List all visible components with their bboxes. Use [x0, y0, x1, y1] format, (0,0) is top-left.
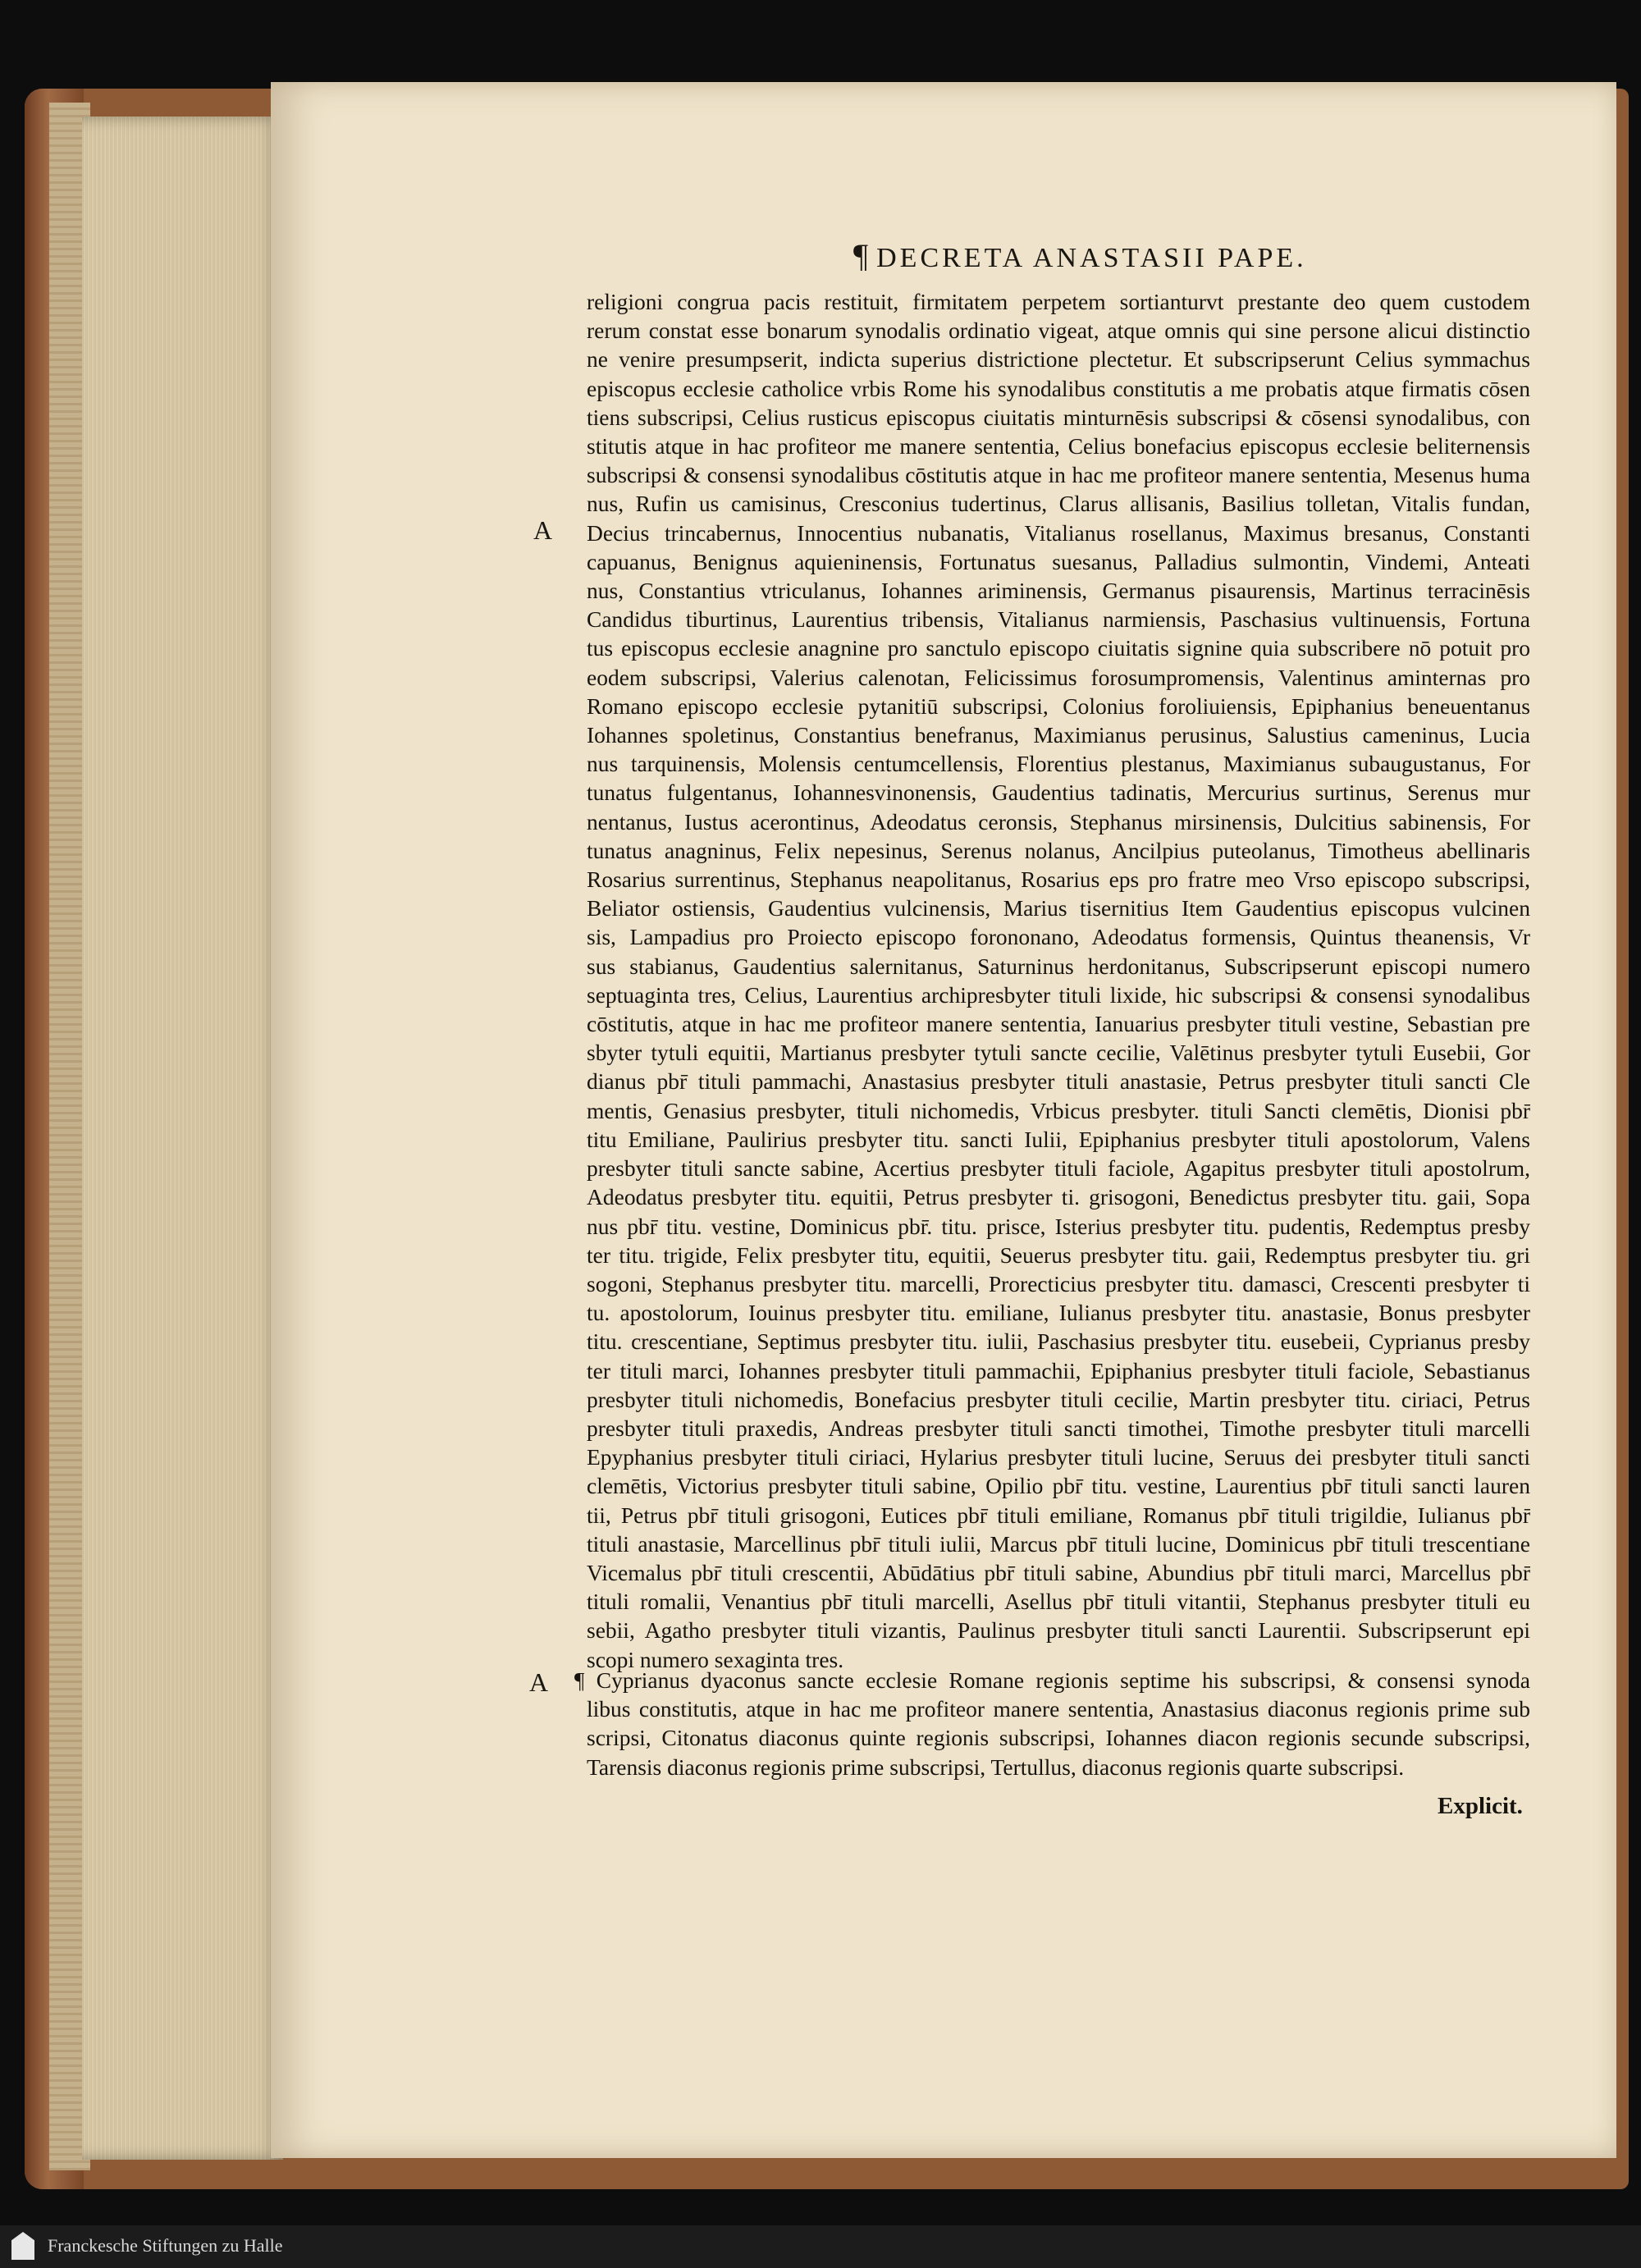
header-title: DECRETA ANASTASII PAPE. — [876, 243, 1307, 273]
text-line: rerum constat esse bonarum synodalis ordinatio vigeat, atque omnis qui sine persone alicui distinctio — [587, 318, 1530, 344]
text-line: nus, Constantius vtriculanus, Iohannes ariminensis, Germanus pisaurensis, Martinus terracinēsis — [587, 578, 1530, 604]
text-line: Epyphanius presbyter tituli ciriaci, Hylarius presbyter tituli lucine, Seruus dei presbyter tituli sancti — [587, 1444, 1530, 1470]
text-line: eodem subscripsi, Valerius calenotan, Felicissimus forosumpromensis, Valentinus aminternas pro — [587, 664, 1530, 690]
text-line: religioni congrua pacis restituit, firmitatem perpetem sortianturvt prestante deo quem custodem — [587, 289, 1530, 314]
text-line: scripsi, Citonatus diaconus quinte regionis subscripsi, Iohannes diacon regionis secunde subscripsi, — [587, 1725, 1530, 1751]
text-line: Beliator ostiensis, Gaudentius vulcinensis, Marius tisernitius Item Gaudentius episcopus vulcinen — [587, 895, 1530, 921]
text-line: nus tarquinensis, Molensis centumcellensis, Florentius plestanus, Maximianus subaugustanus, For — [587, 751, 1530, 777]
text-line: nus pbr̄ titu. vestine, Dominicus pbr̄. titu. prisce, Isterius presbyter titu. pudentis, Redemptus presby — [587, 1213, 1530, 1239]
text-line: mentis, Genasius presbyter, tituli nichomedis, Vrbicus presbyter. tituli Sancti clemētis, Dionisi pbr̄ — [587, 1097, 1530, 1123]
footer-institution: Franckesche Stiftungen zu Halle — [48, 2235, 283, 2256]
text-line: ter titu. trigide, Felix presbyter titu, equitii, Seuerus presbyter titu. gaii, Redemptus presbyter tiu. gri — [587, 1241, 1530, 1268]
text-line: sogoni, Stephanus presbyter titu. marcelli, Prorecticius presbyter titu. damasci, Crescenti presbyter ti — [587, 1270, 1530, 1296]
text-line: tu. apostolorum, Iouinus presbyter titu. emiliane, Iulianus presbyter titu. anastasie, Bonus presbyter — [587, 1300, 1530, 1326]
text-line: tiens subscripsi, Celius rusticus episcopus ciuitatis minturnēsis subscripsi & cōsensi synodalibus, con — [587, 404, 1530, 430]
text-line: sebii, Agatho presbyter tituli vizantis, Paulinus presbyter tituli sancti Laurentii. Subscripserunt epi — [587, 1617, 1530, 1644]
page-stack — [82, 117, 283, 2160]
text-line: cōstitutis, atque in hac me profiteor manere sententia, Ianuarius presbyter tituli vestine, Sebastian pre — [587, 1011, 1530, 1037]
text-line: sbyter tytuli equitii, Martianus presbyter tytuli sancte cecilie, Valētinus presbyter tytuli Eusebii, Gor — [587, 1040, 1530, 1066]
text-line: presbyter tituli praxedis, Andreas presbyter tituli sancti timothei, Timothe presbyter tituli marcelli — [587, 1415, 1530, 1441]
running-header — [853, 236, 1307, 275]
text-line: septuaginta tres, Celius, Laurentius archipresbyter tituli lixide, hic subscripsi & consensi synodalibus — [587, 981, 1530, 1008]
text-line: tituli romalii, Venantius pbr̄ tituli marcelli, Asellus pbr̄ tituli vitantii, Stephanus presbyter tituli eu — [587, 1589, 1530, 1615]
text-line: tunatus fulgentanus, Iohannesvinonensis, Gaudentius tadinatis, Mercurius surtinus, Serenus mur — [587, 780, 1530, 806]
text-line: ter tituli marci, Iohannes presbyter tituli pammachii, Epiphanius presbyter tituli faciole, Sebastianus — [587, 1357, 1530, 1383]
margin-letter: A — [529, 1667, 549, 1697]
text-line: tii, Petrus pbr̄ tituli grisogoni, Eutices pbr̄ tituli emiliane, Romanus pbr̄ tituli trigildie, Iulianus pbr̄ — [587, 1502, 1530, 1528]
main-text-block — [587, 287, 1530, 1674]
text-line: stitutis atque in hac profiteor me manere sententia, Celius bonefacius episcopus ecclesie beliternensis — [587, 433, 1530, 460]
text-line: scopi numero sexaginta tres. — [587, 1646, 844, 1672]
text-line: ne venire presumpserit, indicta superius districtione plectetur. Et subscripserunt Celius symmachus — [587, 346, 1530, 373]
footer-bar — [0, 2225, 1641, 2268]
institution-logo-icon — [11, 2232, 34, 2260]
text-line: nus, Rufin us camisinus, Cresconius tudertinus, Clarus allisanis, Basilius tolletan, Vitalis fundan, — [587, 491, 1530, 517]
text-line: titu Emiliane, Paulirius presbyter titu. sancti Iulii, Epiphanius presbyter tituli apostolorum, Valens — [587, 1126, 1530, 1152]
text-line: tituli anastasie, Marcellinus pbr̄ tituli iulii, Marcus pbr̄ tituli lucine, Dominicus pbr̄ tituli trescentiane — [587, 1530, 1530, 1557]
text-line: Decius trincabernus, Innocentius nubanatis, Vitalianus rosellanus, Maximus bresanus, Constanti — [587, 519, 1530, 546]
text-line: presbyter tituli nichomedis, Bonefacius presbyter tituli cecilie, Martin presbyter titu. ciriaci, Petrus — [587, 1386, 1530, 1412]
text-line: presbyter tituli sancte sabine, Acertius presbyter tituli faciole, Agapitus presbyter tituli apostolrum, — [587, 1155, 1530, 1182]
text-line: titu. crescentiane, Septimus presbyter titu. iulii, Paschasius presbyter titu. eusebeii, Cyprianus presby — [587, 1328, 1530, 1355]
explicit-label: Explicit. — [1438, 1793, 1523, 1819]
text-line: tunatus anagninus, Felix nepesinus, Serenus nolanus, Ancilpius puteolanus, Timotheus abellinaris — [587, 837, 1530, 863]
text-line: clemētis, Victorius presbyter tituli sabine, Opilio pbr̄ titu. vestine, Laurentius pbr̄ tituli sancti lauren — [587, 1473, 1530, 1499]
text-line: Rosarius surrentinus, Stephanus neapolitanus, Rosarius eps pro fratre meo Vrso episcopo subscripsi, — [587, 867, 1530, 893]
text-line: subscripsi & consensi synodalibus cōstitutis atque in hac me profiteor manere sententia, Mesenus huma — [587, 462, 1530, 488]
text-line: episcopus ecclesie catholice vrbis Rome his synodalibus constitutis a me probatis atque firmatis cōsen — [587, 375, 1530, 401]
second-paragraph — [574, 1666, 1530, 1781]
text-line: Candidus tiburtinus, Laurentius tribensis, Vitalianus narmiensis, Paschasius vultinuensis, Fortuna — [587, 606, 1530, 633]
text-line: sis, Lampadius pro Proiecto episcopo forononano, Adeodatus formensis, Quintus theanensis, Vr — [587, 924, 1530, 950]
text-line: ¶ Cyprianus dyaconus sancte ecclesie Romane regionis septime his subscripsi, & consensi synoda — [574, 1667, 1530, 1693]
text-line: Vicemalus pbr̄ tituli crescentii, Abūdātius pbr̄ tituli sabine, Abundius pbr̄ tituli marci, Marcellus pbr̄ — [587, 1559, 1530, 1585]
text-line: Adeodatus presbyter titu. equitii, Petrus presbyter ti. grisogoni, Benedictus presbyter titu. gaii, Sopa — [587, 1184, 1530, 1210]
margin-letter: A — [533, 515, 553, 545]
text-line: tus episcopus ecclesie anagnine pro sanctulo episcopo ciuitatis signine quia subscribere nō potuit pro — [587, 635, 1530, 661]
pilcrow-icon: ¶ — [853, 237, 872, 274]
text-line: Tarensis diaconus regionis prime subscripsi, Tertullus, diaconus regionis quarte subscripsi. — [587, 1754, 1405, 1780]
text-line: capuanus, Benignus aquieninensis, Fortunatus suesanus, Palladius sulmontin, Vindemi, Anteati — [587, 548, 1530, 574]
text-line: sus stabianus, Gaudentius salernitanus, Saturninus herdonitanus, Subscripserunt episcopi numero — [587, 953, 1530, 979]
text-line: dianus pbr̄ tituli pammachi, Anastasius presbyter tituli anastasie, Petrus presbyter tituli sancti Cle — [587, 1068, 1530, 1095]
text-line: Romano episcopo ecclesie pytanitiū subscripsi, Colonius foroliuiensis, Epiphanius beneuentanus — [587, 693, 1530, 719]
text-line: Iohannes spoletinus, Constantius benefranus, Maximianus perusinus, Salustius cameninus, Lucia — [587, 722, 1530, 748]
text-line: libus constitutis, atque in hac me profiteor manere sententia, Anastasius diaconus regionis prime sub — [587, 1696, 1530, 1722]
text-line: nentanus, Iustus acerontinus, Adeodatus ceronsis, Stephanus mirsinensis, Dulcitius sabinensis, For — [587, 808, 1530, 834]
